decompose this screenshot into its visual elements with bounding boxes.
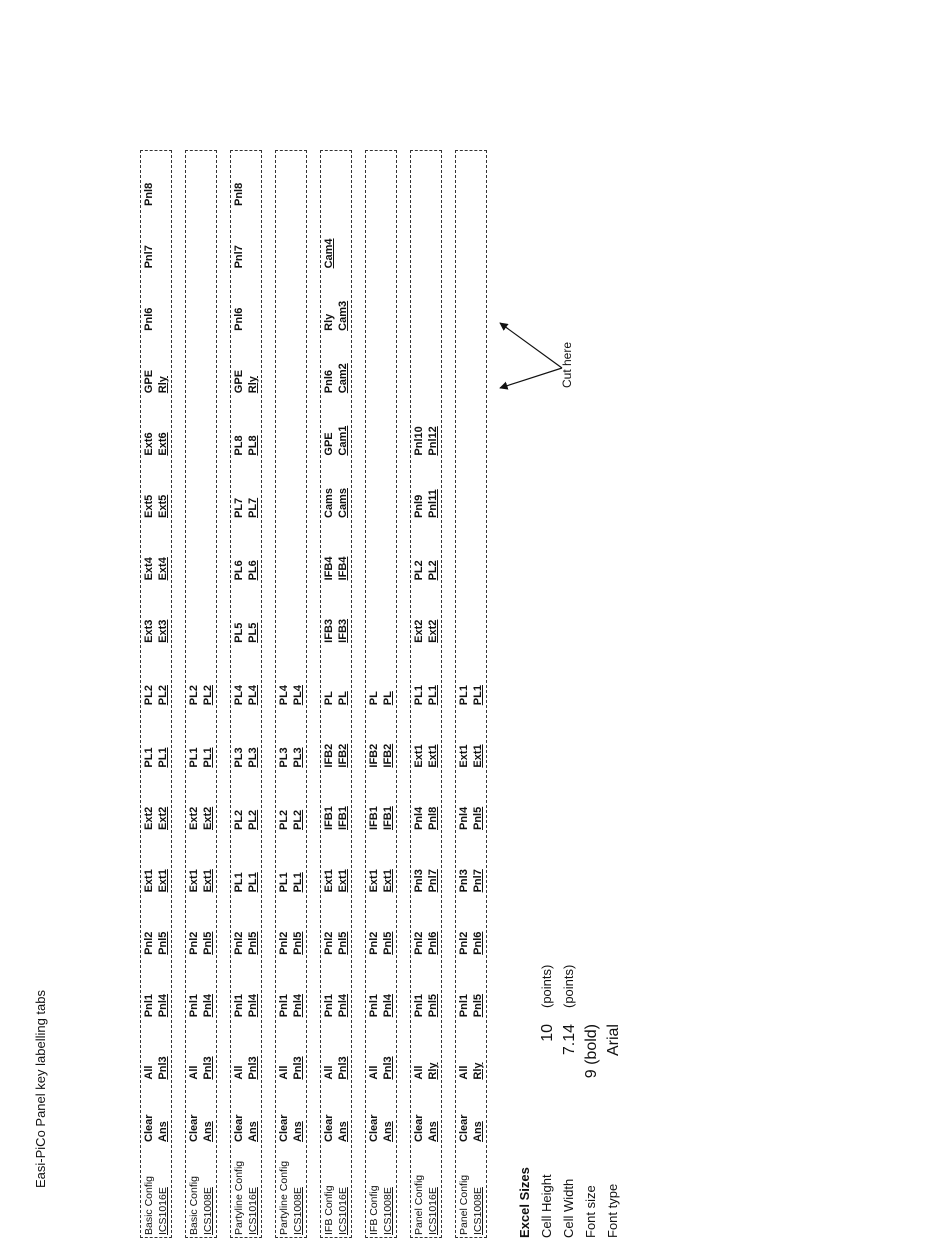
size-value: Arial xyxy=(605,1024,622,1057)
key-label-bottom: Ext2 xyxy=(202,806,214,830)
config-name: Basic Config xyxy=(188,1176,200,1235)
key-label-bottom: Ans xyxy=(472,1121,484,1142)
key-label-bottom: PL6 xyxy=(247,560,259,581)
key-label-bottom: Pnl5 xyxy=(427,993,439,1018)
key-label-top: PL4 xyxy=(233,685,245,706)
key-label-top: Pnl2 xyxy=(278,931,290,955)
key-label-top: GPE xyxy=(233,369,245,394)
key-label-bottom: Rly xyxy=(427,1062,439,1080)
config-name: IFB Config xyxy=(323,1185,335,1235)
key-label-bottom: Ext2 xyxy=(157,806,169,830)
key-label-top: IFB4 xyxy=(323,556,335,581)
key-label-bottom: Pnl3 xyxy=(247,1056,259,1080)
key-label-bottom: Ans xyxy=(382,1121,394,1142)
key-label-top: Pnl9 xyxy=(413,494,425,518)
key-label-bottom: Pnl3 xyxy=(292,1056,304,1080)
config-model: ICS1016E xyxy=(247,1187,259,1235)
key-label-top: PL2 xyxy=(233,809,245,830)
size-value: 10 xyxy=(539,1024,556,1042)
key-label-bottom: Pnl5 xyxy=(157,931,169,955)
key-label-bottom: Rly xyxy=(157,376,169,394)
key-label-top: Ext2 xyxy=(413,619,425,643)
key-label-bottom: Ans xyxy=(247,1121,259,1142)
key-label-top: PL3 xyxy=(233,747,245,768)
config-model: ICS1016E xyxy=(337,1187,349,1235)
key-label-top: Pnl7 xyxy=(233,245,245,269)
key-label-top: IFB1 xyxy=(323,806,335,830)
key-label-bottom: Pnl4 xyxy=(337,993,349,1018)
key-label-top: Pnl2 xyxy=(143,931,155,955)
key-label-top: GPE xyxy=(323,432,335,456)
key-label-top: Pnl1 xyxy=(278,993,290,1018)
key-label-bottom: Ext1 xyxy=(157,869,169,893)
size-label: Font type xyxy=(605,1183,620,1238)
key-label-bottom: Ans xyxy=(337,1121,349,1142)
key-label-bottom: PL xyxy=(382,691,394,706)
key-label-bottom: PL1 xyxy=(472,685,484,706)
key-label-bottom: Ext1 xyxy=(472,744,484,768)
config-name: IFB Config xyxy=(368,1185,380,1235)
config-model: ICS1008E xyxy=(472,1187,484,1235)
key-label-top: All xyxy=(368,1065,380,1080)
key-label-bottom: IFB2 xyxy=(337,743,349,768)
key-label-top: Ext2 xyxy=(188,806,200,830)
key-label-top: Clear xyxy=(143,1114,155,1142)
key-label-bottom: Pnl8 xyxy=(427,806,439,830)
key-label-bottom: Pnl5 xyxy=(247,931,259,955)
key-label-top: PL3 xyxy=(278,747,290,768)
key-label-bottom: IFB2 xyxy=(382,743,394,768)
key-label-bottom: Pnl7 xyxy=(472,869,484,893)
config-model: ICS1008E xyxy=(292,1187,304,1235)
key-label-top: All xyxy=(413,1065,425,1080)
config-model: ICS1008E xyxy=(382,1187,394,1235)
key-label-bottom: Pnl4 xyxy=(292,993,304,1018)
key-label-top: Ext5 xyxy=(143,494,155,518)
key-label-top: PL1 xyxy=(143,747,155,768)
key-label-top: Pnl1 xyxy=(233,993,245,1018)
config-model: ICS1016E xyxy=(427,1187,439,1235)
key-label-top: GPE xyxy=(143,369,155,394)
config-model: ICS1008E xyxy=(202,1187,214,1235)
cut-arrow xyxy=(500,323,562,368)
key-label-top: PL2 xyxy=(143,685,155,706)
key-label-bottom: PL7 xyxy=(247,497,259,518)
key-label-bottom: Pnl7 xyxy=(427,869,439,893)
key-label-top: Pnl2 xyxy=(458,931,470,955)
key-label-top: All xyxy=(323,1065,335,1080)
key-label-bottom: Pnl4 xyxy=(157,993,169,1018)
key-label-top: All xyxy=(233,1065,245,1080)
key-label-top: PL1 xyxy=(458,685,470,706)
key-label-top: PL2 xyxy=(188,685,200,706)
cut-here-label: Cut here xyxy=(560,341,574,388)
key-label-bottom: Pnl4 xyxy=(247,993,259,1018)
key-label-top: PL4 xyxy=(278,685,290,706)
key-label-top: Ext1 xyxy=(188,869,200,893)
key-label-top: Pnl4 xyxy=(413,806,425,830)
key-label-top: IFB1 xyxy=(368,806,380,830)
key-label-bottom: IFB1 xyxy=(382,806,394,830)
key-label-top: Ext6 xyxy=(143,432,155,456)
key-label-top: Pnl6 xyxy=(233,307,245,331)
key-label-bottom: Pnl5 xyxy=(292,931,304,955)
key-label-top: IFB2 xyxy=(368,743,380,768)
key-label-bottom: Pnl4 xyxy=(202,993,214,1018)
key-label-top: Pnl2 xyxy=(413,931,425,955)
key-label-top: Ext3 xyxy=(143,619,155,643)
key-label-top: PL2 xyxy=(413,560,425,581)
key-label-top: Pnl1 xyxy=(458,993,470,1018)
key-label-bottom: Ans xyxy=(292,1121,304,1142)
key-label-bottom: Cams xyxy=(337,488,349,518)
key-label-bottom: IFB4 xyxy=(337,556,349,581)
key-label-bottom: Cam3 xyxy=(337,300,349,331)
key-label-top: All xyxy=(143,1065,155,1080)
config-name: Partyline Config xyxy=(233,1160,245,1235)
key-label-bottom: Pnl3 xyxy=(382,1056,394,1080)
key-label-top: Pnl2 xyxy=(323,931,335,955)
key-label-top: All xyxy=(458,1065,470,1080)
size-unit: (points) xyxy=(539,964,554,1008)
config-name: Panel Config xyxy=(458,1174,470,1235)
key-label-bottom: Ans xyxy=(427,1121,439,1142)
config-model: ICS1016E xyxy=(157,1187,169,1235)
config-name: Partyline Config xyxy=(278,1160,290,1235)
key-label-top: Pnl1 xyxy=(413,993,425,1018)
key-label-bottom: PL2 xyxy=(247,809,259,830)
key-label-top: PL5 xyxy=(233,622,245,643)
key-label-bottom: PL3 xyxy=(292,747,304,768)
page-title: Easi-PiCo Panel key labelling tabs xyxy=(33,990,48,1188)
key-label-bottom: Pnl5 xyxy=(472,993,484,1018)
key-label-top: Pnl1 xyxy=(368,993,380,1018)
key-label-top: Pnl6 xyxy=(323,369,335,394)
key-label-top: Clear xyxy=(278,1114,290,1142)
key-label-top: Pnl7 xyxy=(143,245,155,269)
key-label-bottom: PL1 xyxy=(427,685,439,706)
key-label-bottom: PL4 xyxy=(292,685,304,706)
key-label-bottom: Ext3 xyxy=(157,619,169,643)
key-label-bottom: Pnl3 xyxy=(157,1056,169,1080)
key-label-top: PL6 xyxy=(233,560,245,581)
key-label-bottom: Ext1 xyxy=(337,869,349,893)
key-label-top: PL xyxy=(368,691,380,706)
key-label-bottom: Ext5 xyxy=(157,494,169,518)
key-label-top: Ext1 xyxy=(368,869,380,893)
key-label-top: PL1 xyxy=(413,685,425,706)
key-label-bottom: PL1 xyxy=(292,872,304,893)
key-label-bottom: Pnl3 xyxy=(202,1056,214,1080)
key-label-bottom: Ans xyxy=(157,1121,169,1142)
cut-arrow xyxy=(500,368,562,388)
key-label-bottom: IFB1 xyxy=(337,806,349,830)
key-label-top: PL8 xyxy=(233,435,245,456)
key-label-top: All xyxy=(188,1065,200,1080)
key-label-bottom: PL2 xyxy=(157,685,169,706)
key-label-top: IFB2 xyxy=(323,743,335,768)
key-label-top: Pnl1 xyxy=(323,993,335,1018)
size-unit: (points) xyxy=(561,964,576,1008)
key-label-bottom: Pnl12 xyxy=(427,426,439,456)
key-label-bottom: Ext6 xyxy=(157,432,169,456)
key-label-bottom: Ext1 xyxy=(202,869,214,893)
key-label-top: Pnl10 xyxy=(413,426,425,456)
key-label-top: Clear xyxy=(458,1114,470,1142)
key-label-bottom: PL5 xyxy=(247,622,259,643)
key-label-bottom: PL3 xyxy=(247,747,259,768)
key-label-bottom: Ext1 xyxy=(382,869,394,893)
size-value: 7.14 xyxy=(561,1024,578,1056)
key-label-bottom: PL2 xyxy=(202,685,214,706)
key-label-top: Pnl4 xyxy=(458,806,470,830)
key-label-top: PL7 xyxy=(233,497,245,518)
key-label-bottom: Ans xyxy=(202,1121,214,1142)
config-name: Panel Config xyxy=(413,1174,425,1235)
key-label-top: Pnl6 xyxy=(143,307,155,331)
key-label-top: Pnl8 xyxy=(233,182,245,206)
key-label-bottom: PL2 xyxy=(292,809,304,830)
key-label-bottom: Pnl5 xyxy=(382,931,394,955)
key-label-bottom: Cam2 xyxy=(337,363,349,394)
size-label: Cell Height xyxy=(539,1174,554,1238)
key-label-bottom: PL1 xyxy=(157,747,169,768)
key-label-top: Pnl3 xyxy=(413,869,425,893)
key-label-top: Pnl3 xyxy=(458,869,470,893)
size-value: 9 (bold) xyxy=(583,1024,600,1079)
key-label-top: PL1 xyxy=(278,872,290,893)
key-label-bottom: Ext1 xyxy=(427,744,439,768)
key-label-top: Cams xyxy=(323,488,335,518)
key-label-top: PL1 xyxy=(233,872,245,893)
size-label: Cell Width xyxy=(561,1178,576,1238)
key-label-top: Pnl1 xyxy=(143,993,155,1018)
key-label-top: All xyxy=(278,1065,290,1080)
key-label-bottom: Pnl11 xyxy=(427,489,439,518)
excel-sizes-heading: Excel Sizes xyxy=(517,1167,532,1238)
key-label-bottom: Pnl5 xyxy=(472,806,484,830)
key-label-bottom: Rly xyxy=(472,1062,484,1080)
key-label-bottom: PL1 xyxy=(202,747,214,768)
key-label-bottom: Pnl3 xyxy=(337,1056,349,1080)
key-label-top: Pnl2 xyxy=(233,931,245,955)
key-label-top: Rly xyxy=(323,313,335,331)
key-label-bottom: Ext2 xyxy=(427,619,439,643)
key-label-top: Clear xyxy=(233,1114,245,1142)
key-label-top: Ext1 xyxy=(143,869,155,893)
key-label-top: Clear xyxy=(323,1114,335,1142)
key-label-bottom: Pnl5 xyxy=(337,931,349,955)
key-label-bottom: PL xyxy=(337,691,349,706)
size-label: Font size xyxy=(583,1185,598,1238)
config-name: Basic Config xyxy=(143,1176,155,1235)
key-label-bottom: Pnl6 xyxy=(472,931,484,955)
key-label-top: Clear xyxy=(188,1114,200,1142)
key-label-bottom: PL1 xyxy=(247,872,259,893)
key-label-top: PL xyxy=(323,691,335,706)
key-label-bottom: Rly xyxy=(247,376,259,394)
key-label-top: Ext4 xyxy=(143,557,155,581)
key-label-bottom: Pnl4 xyxy=(382,993,394,1018)
key-label-bottom: Cam1 xyxy=(337,425,349,456)
key-label-top: Ext1 xyxy=(323,869,335,893)
key-label-bottom: PL4 xyxy=(247,685,259,706)
key-label-top: Pnl1 xyxy=(188,993,200,1018)
key-label-top: Ext1 xyxy=(458,744,470,768)
key-label-bottom: Cam4 xyxy=(323,238,335,269)
key-label-top: IFB3 xyxy=(323,618,335,643)
key-label-top: Ext1 xyxy=(413,744,425,768)
key-label-top: Ext2 xyxy=(143,806,155,830)
key-label-top: Clear xyxy=(368,1114,380,1142)
key-label-bottom: Pnl5 xyxy=(202,931,214,955)
key-label-bottom: Pnl6 xyxy=(427,931,439,955)
key-label-bottom: IFB3 xyxy=(337,618,349,643)
key-label-top: Pnl2 xyxy=(188,931,200,955)
key-label-top: PL1 xyxy=(188,747,200,768)
key-label-bottom: PL2 xyxy=(427,560,439,581)
key-label-top: Clear xyxy=(413,1114,425,1142)
key-label-top: Pnl2 xyxy=(368,931,380,955)
key-label-bottom: PL8 xyxy=(247,435,259,456)
key-label-top: PL2 xyxy=(278,809,290,830)
key-label-bottom: Ext4 xyxy=(157,557,169,581)
key-label-top: Pnl8 xyxy=(143,182,155,206)
